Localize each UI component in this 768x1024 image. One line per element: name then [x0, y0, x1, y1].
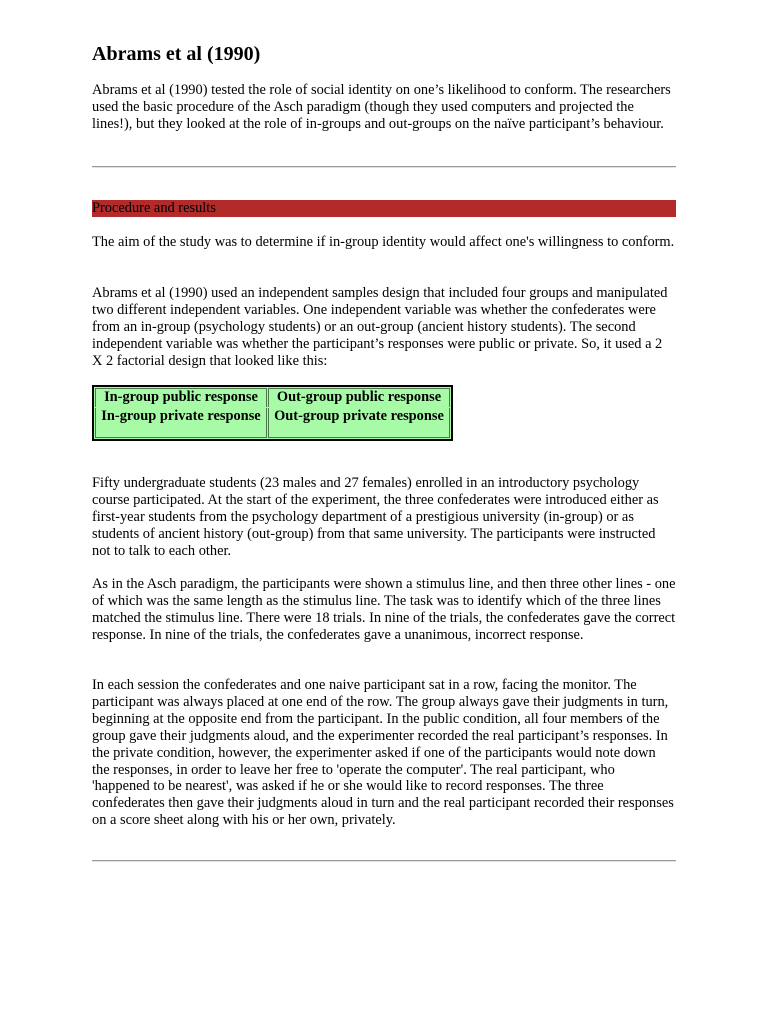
table-cell-ingroup-private: In-group private response — [95, 408, 267, 438]
table-cell-ingroup-public: In-group public response — [95, 388, 267, 407]
aim-paragraph: The aim of the study was to determine if in-group identity would affect one's willingness to conform. — [92, 234, 675, 250]
design-paragraph: Abrams et al (1990) used an independent samples design that included four groups and manipulated two different independent variables. One independent variable was whether the confederates were from an in-group (psychology students) or an out-group (ancient history students). The second independent variable was whether the participant’s responses were public or private. So, it used a 2 X 2 factorial design that looked like this: — [92, 285, 668, 369]
session-paragraph: In each session the confederates and one naive participant sat in a row, facing the monitor. The participant was always placed at one end of the row. The group always gave their judgments in turn, beginning at the opposite end from the participant. In the public condition, all four members of the group gave their judgments aloud, and the experimenter recorded the real participant’s responses. In the private condition, however, the experimenter asked if one of the participants would note down the responses, in order to leave her free to 'operate the computer'. The real participant, who 'happened to be nearest', was asked if he or she would like to record responses. The three confederates then gave their judgments aloud in turn and the real participant recorded their responses on a score sheet along with his or her own, privately. — [92, 677, 674, 829]
horizontal-divider-bottom — [92, 860, 676, 862]
asch-procedure-paragraph: As in the Asch paradigm, the participants were shown a stimulus line, and then three other lines - one of which was the same length as the stimulus line. The task was to identify which of the three lines matched the stimulus line. There were 18 trials. In nine of the trials, the confederates gave the correct response. In nine of the trials, the confederates gave a unanimous, incorrect response. — [92, 576, 676, 643]
intro-paragraph: Abrams et al (1990) tested the role of social identity on one’s likelihood to conform. The researchers used the basic procedure of the Asch paradigm (though they used computers and projected the lines!), but they looked at the role of in-groups and out-groups on the naïve participant’s behaviour. — [92, 82, 671, 132]
factorial-design-table — [92, 385, 453, 441]
table-cell-outgroup-public: Out-group public response — [268, 388, 450, 407]
page-title: Abrams et al (1990) — [92, 43, 261, 65]
horizontal-divider — [92, 166, 676, 168]
section-heading-bar: Procedure and results — [92, 200, 676, 217]
table-cell-outgroup-private: Out-group private response — [268, 408, 450, 438]
participants-paragraph: Fifty undergraduate students (23 males and 27 females) enrolled in an introductory psychology course participated. At the start of the experiment, the three confederates were introduced either as first-year students from the psychology department of a prestigious university (in-group) or as students of ancient history (out-group) from that same university. The participants were instructed not to talk to each other. — [92, 475, 659, 559]
